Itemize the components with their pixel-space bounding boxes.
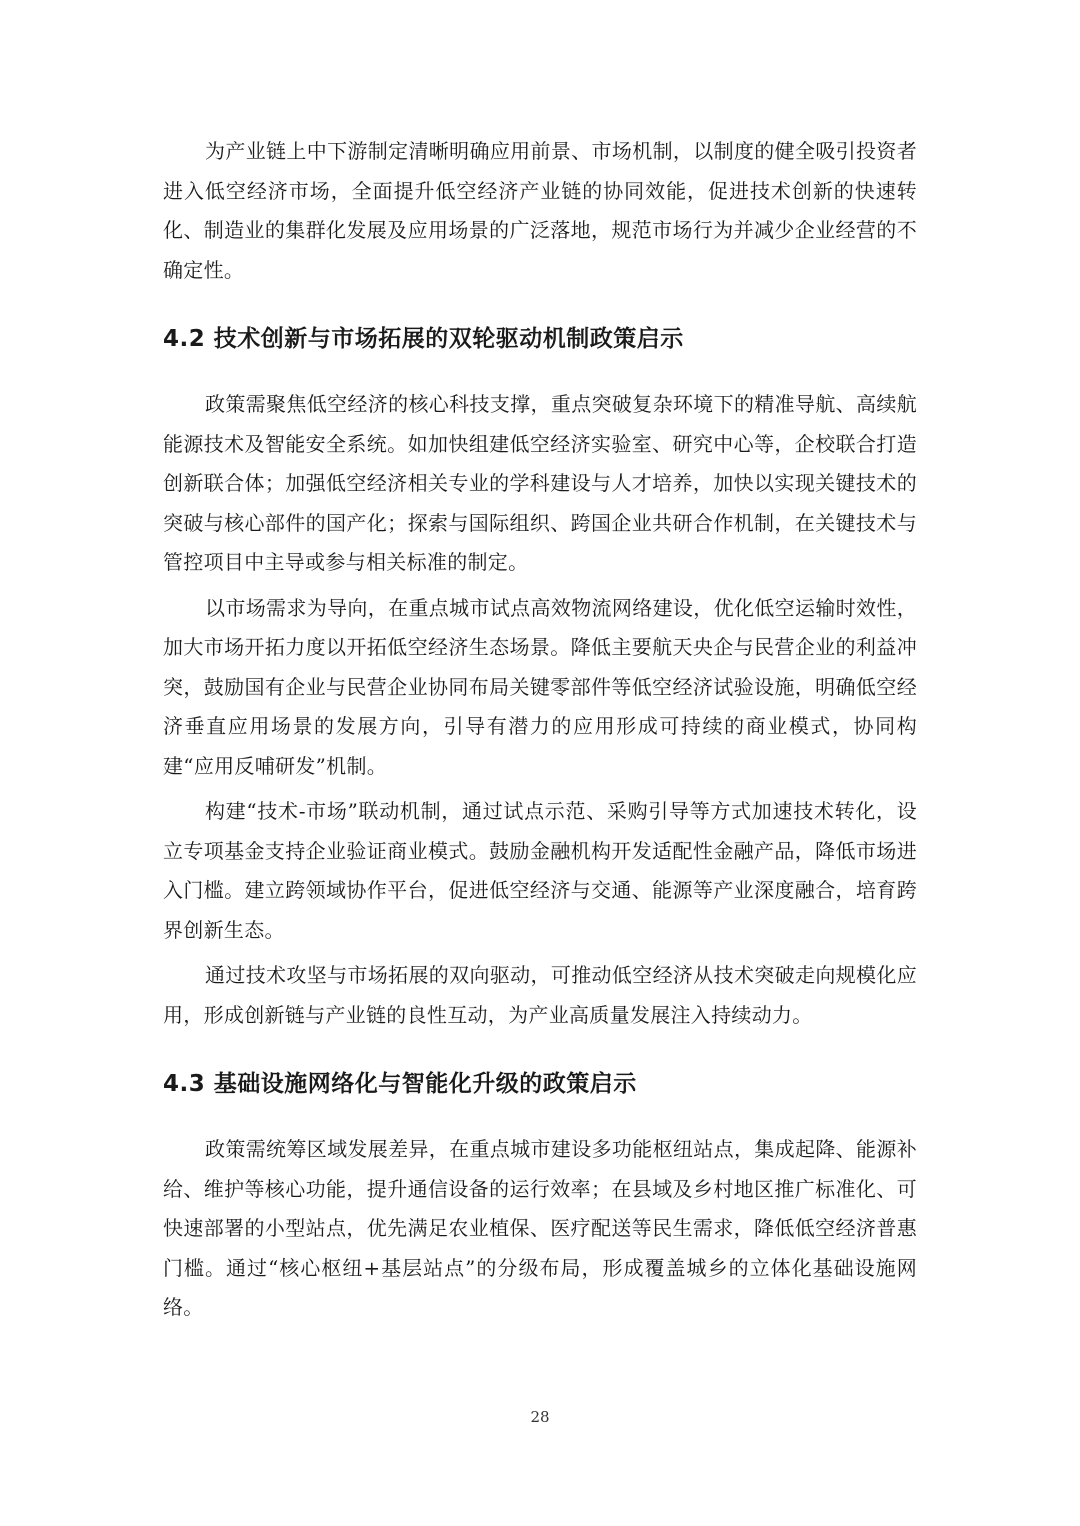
page-number: 28 (530, 1408, 550, 1426)
section-heading-4-3: 4.3 基础设施网络化与智能化升级的政策启示 (163, 1071, 637, 1097)
body-paragraph: 构建“技术-市场”联动机制，通过试点示范、采购引导等方式加速技术转化，设立专项基金支持企业验证商业模式。鼓励金融机构开发适配性金融产品，降低市场进入门槛。建立跨领域协作平台，促进低空经济与交通、能源等产业深度融合，培育跨界创新生态。 (163, 799, 917, 942)
body-paragraph: 通过技术攻坚与市场拓展的双向驱动，可推动低空经济从技术突破走向规模化应用，形成创新链与产业链的良性互动，为产业高质量发展注入持续动力。 (163, 963, 917, 1027)
body-paragraph: 为产业链上中下游制定清晰明确应用前景、市场机制，以制度的健全吸引投资者进入低空经济市场，全面提升低空经济产业链的协同效能，促进技术创新的快速转化、制造业的集群化发展及应用场景的广泛落地，规范市场行为并减少企业经营的不确定性。 (163, 139, 917, 282)
body-paragraph: 政策需聚焦低空经济的核心科技支撑，重点突破复杂环境下的精准导航、高续航能源技术及智能安全系统。如加快组建低空经济实验室、研究中心等，企校联合打造创新联合体；加强低空经济相关专业的学科建设与人才培养，加快以实现关键技术的突破与核心部件的国产化；探索与国际组织、跨国企业共研合作机制，在关键技术与管控项目中主导或参与相关标准的制定。 (163, 392, 917, 574)
section-heading-4-2: 4.2 技术创新与市场拓展的双轮驱动机制政策启示 (163, 326, 684, 352)
page-body (163, 132, 917, 1334)
body-paragraph: 以市场需求为导向，在重点城市试点高效物流网络建设，优化低空运输时效性，加大市场开拓力度以开拓低空经济生态场景。降低主要航天央企与民营企业的利益冲突，鼓励国有企业与民营企业协同布局关键零部件等低空经济试验设施，明确低空经济垂直应用场景的发展方向，引导有潜力的应用形成可持续的商业模式，协同构建“应用反哺研发”机制。 (163, 595, 917, 778)
body-paragraph: 政策需统筹区域发展差异，在重点城市建设多功能枢纽站点，集成起降、能源补给、维护等核心功能，提升通信设备的运行效率；在县域及乡村地区推广标准化、可快速部署的小型站点，优先满足农业植保、医疗配送等民生需求，降低低空经济普惠门槛。通过“核心枢纽+基层站点”的分级布局，形成覆盖城乡的立体化基础设施网络。 (163, 1137, 917, 1319)
